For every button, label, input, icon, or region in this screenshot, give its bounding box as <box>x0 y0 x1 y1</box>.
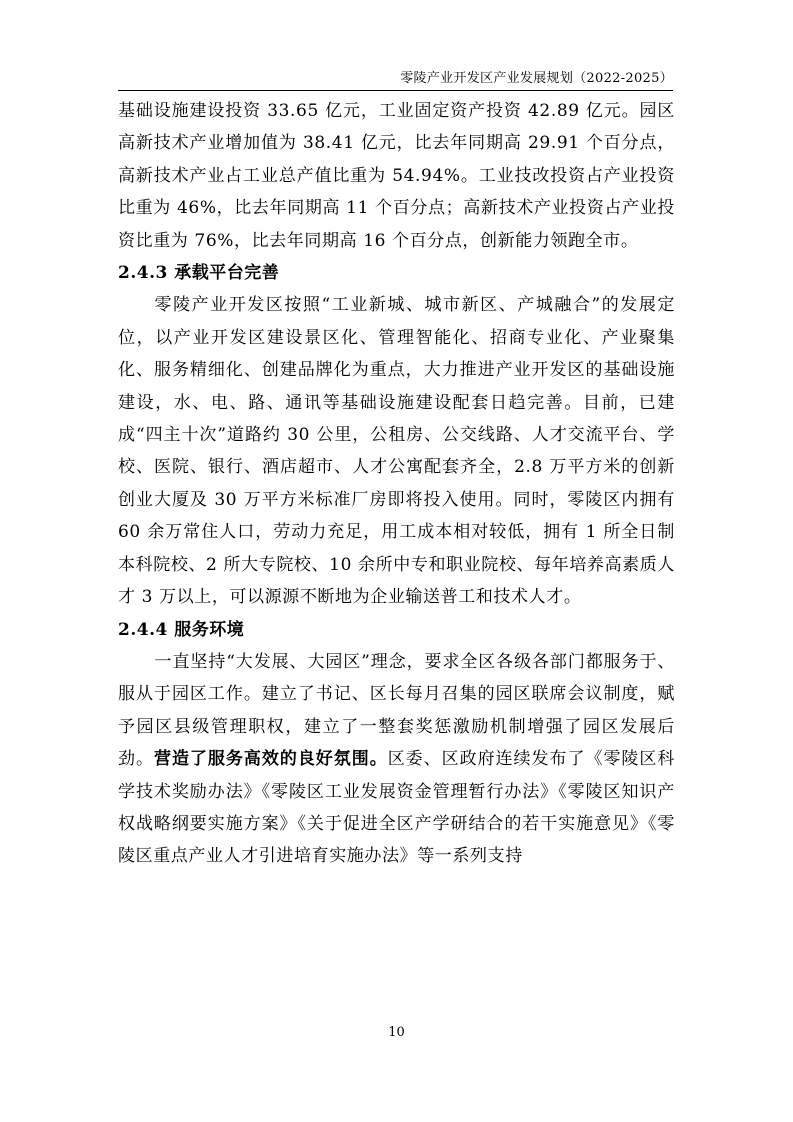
paragraph-service-bold-text: 营造了服务高效的良好氛围。 <box>153 749 388 770</box>
header-divider <box>118 90 673 91</box>
page-number: 10 <box>388 1025 405 1040</box>
paragraph-investment: 基础设施建设投资 33.65 亿元，工业固定资产投资 42.89 亿元。园区高新技术产业增加值为 38.41 亿元，比去年同期高 29.91 个百分点，高新技术产业占工业总产值比重为 54.94%。工业技改投资占产业投资比重为 46%，比去年同期高 11 个百分点；高新技术产业投资占产业投资比重为 76%，比去年同期高 16 个百分点，创新能力领跑全市。 <box>118 101 675 251</box>
paragraph-service-text-end: 区委、区政府连续发布了《零陵区科学技术奖励办法》《零陵区工业发展资金管理暂行办法》《零陵区知识产权战略纲要实施方案》《关于促进全区产学研结合的若干实施意见》《零陵区重点产业人才引进培育实施办法》等一系列支持 <box>118 749 675 867</box>
page-header <box>118 71 673 87</box>
document-body <box>118 95 675 873</box>
section-heading-2-4-3: 2.4.3 承载平台完善 <box>118 263 280 284</box>
paragraph-platform: 零陵产业开发区按照“工业新城、城市新区、产城融合”的发展定位，以产业开发区建设景区化、管理智能化、招商专业化、产业聚集化、服务精细化、创建品牌化为重点，大力推进产业开发区的基础设施建设，水、电、路、通讯等基础设施建设配套日趋完善。目前，已建成“四主十次”道路约 30 公里，公租房、公交线路、人才交流平台、学校、医院、银行、酒店超市、人才公寓配套齐全，2.8 万平方米的创新创业大厦及 30 万平方米标准厂房即将投入使用。同时，零陵区内拥有 60 余万常住人口，劳动力充足，用工成本相对较低，拥有 1 所全日制本科院校、2 所大专院校、10 余所中专和职业院校、每年培养高素质人才 3 万以上，可以源源不断地为企业输送普工和技术人才。 <box>118 295 675 608</box>
paragraph-service <box>118 646 675 873</box>
paragraph-service-text-start: 一直坚持“大发展、大园区”理念，要求全区各级各部门都服务于、服从于园区工作。建立了书记、区长每月召集的园区联席会议制度，赋予园区县级管理职权，建立了一整套奖惩激励机制增强了园区发展后劲。 <box>118 651 675 770</box>
header-title: 零陵产业开发区产业发展规划（2022-2025） <box>400 71 673 86</box>
section-heading-2-4-4: 2.4.4 服务环境 <box>118 619 245 640</box>
